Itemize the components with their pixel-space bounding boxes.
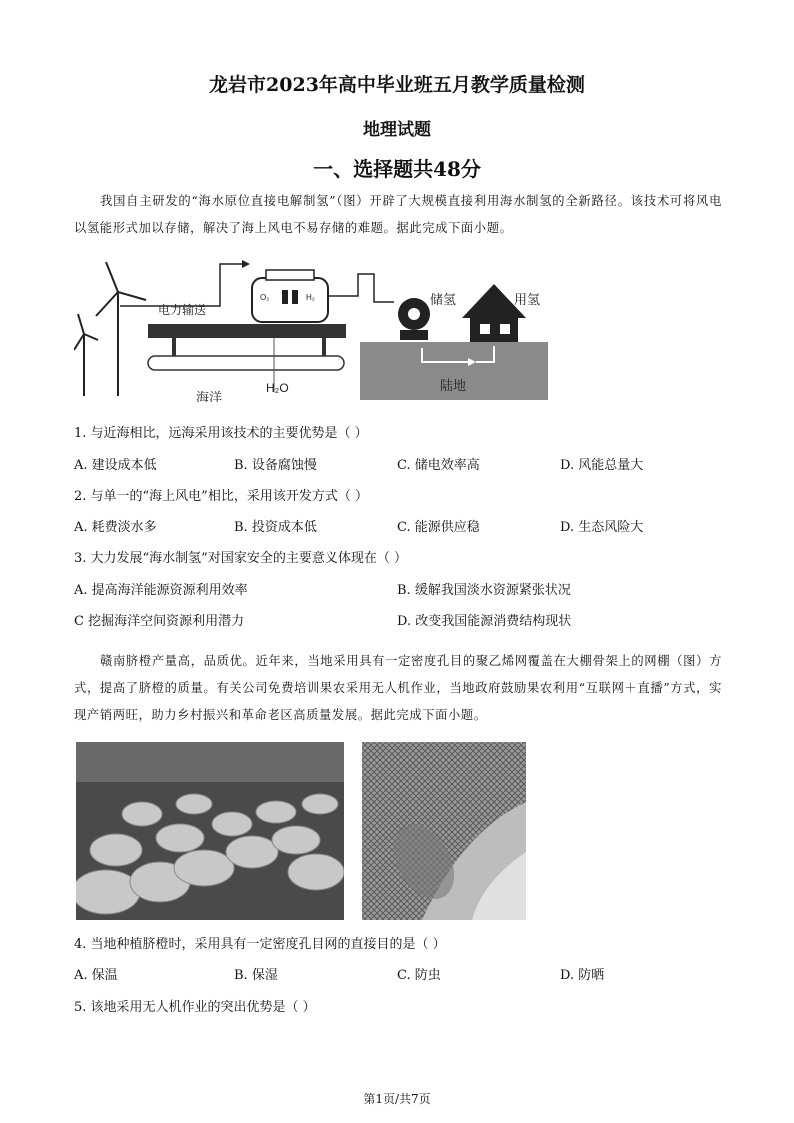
photo-net-closeup (362, 742, 526, 920)
q4-option-d[interactable]: D. 防晒 (560, 968, 605, 983)
q4-option-b[interactable]: B. 保湿 (234, 968, 278, 983)
passage-2: 赣南脐橙产量高，品质优。近年来，当地采用具有一定密度孔目的聚乙烯网覆盖在大棚骨架上的网棚（图）方式，提高了脐橙的质量。有关公司免费培训果农采用无人机作业，当地政府鼓励果农利用“互联网＋直播”方式，实现产销两旺，助力乡村振兴和革命老区高质量发展。据此完成下面小题。 (74, 654, 722, 722)
label-storage: 储氢 (430, 292, 457, 307)
question-2-stem: 2. 与单一的“海上风电”相比，采用该开发方式（ ） (74, 489, 368, 504)
question-5-stem: 5. 该地采用无人机作业的突出优势是（ ） (74, 1000, 316, 1015)
label-o2: O₂ (260, 293, 270, 302)
q2-option-b[interactable]: B. 投资成本低 (234, 520, 317, 535)
label-h2: H₂ (306, 293, 315, 302)
q1-option-b[interactable]: B. 设备腐蚀慢 (234, 458, 317, 473)
page-number: 第1页/共7页 (363, 1092, 431, 1106)
exam-title: 龙岩市2023年高中毕业班五月教学质量检测 (209, 74, 585, 96)
photo-net-greenhouses (76, 742, 344, 920)
q2-option-a[interactable]: A. 耗费淡水多 (74, 520, 157, 535)
question-1-stem: 1. 与近海相比，远海采用该技术的主要优势是（ ） (74, 426, 368, 441)
label-land: 陆地 (440, 378, 467, 393)
q1-option-d[interactable]: D. 风能总量大 (560, 458, 644, 473)
platform (148, 324, 346, 338)
pontoon (148, 356, 344, 370)
figure-electrolysis (74, 256, 550, 402)
label-ocean: 海洋 (196, 390, 223, 402)
q4-option-a[interactable]: A. 保温 (74, 968, 118, 983)
q3-option-b[interactable]: B. 缓解我国淡水资源紧张状况 (397, 583, 571, 598)
q2-option-c[interactable]: C. 能源供应稳 (397, 520, 480, 535)
q3-option-c[interactable]: C 挖掘海洋空间资源利用潜力 (74, 614, 245, 629)
q1-option-a[interactable]: A. 建设成本低 (74, 458, 157, 473)
label-water: H₂O (266, 381, 289, 395)
label-use: 用氢 (514, 292, 541, 307)
passage-1: 我国自主研发的“海水原位直接电解制氢”（图）开辟了大规模直接利用海水制氢的全新路径。该技术可将风电以氢能形式加以存储，解决了海上风电不易存储的难题。据此完成下面小题。 (74, 194, 722, 235)
q2-option-d[interactable]: D. 生态风险大 (560, 520, 644, 535)
q4-option-c[interactable]: C. 防虫 (397, 968, 441, 983)
arrow-icon (242, 260, 250, 268)
section-title: 一、选择题共48分 (313, 157, 481, 181)
figure-electrolysis-svg (74, 256, 550, 402)
q3-option-d[interactable]: D. 改变我国能源消费结构现状 (397, 614, 572, 629)
label-transmission: 电力输送 (158, 303, 207, 317)
q1-option-c[interactable]: C. 储电效率高 (397, 458, 480, 473)
subject-title: 地理试题 (363, 120, 431, 140)
question-4-stem: 4. 当地种植脐橙时，采用具有一定密度孔目网的直接目的是（ ） (74, 937, 446, 952)
question-3-stem: 3. 大力发展“海水制氢”对国家安全的主要意义体现在（ ） (74, 551, 407, 566)
wind-turbine-icon (74, 262, 146, 396)
q3-option-a[interactable]: A. 提高海洋能源资源利用效率 (74, 583, 248, 598)
